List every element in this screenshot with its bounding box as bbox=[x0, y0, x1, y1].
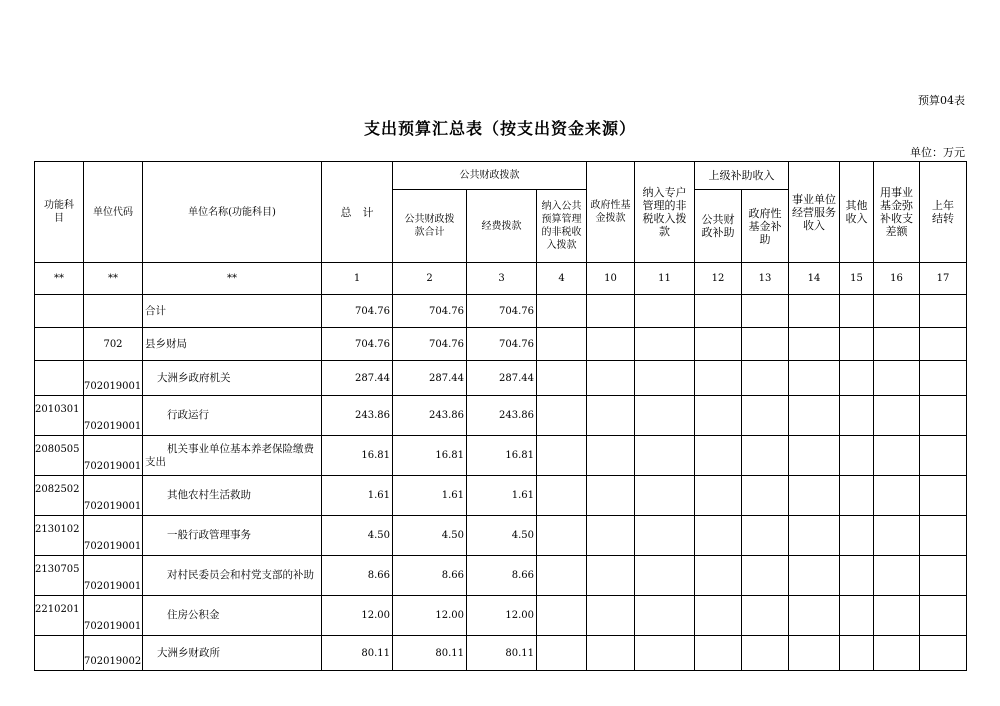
empty-cell bbox=[920, 396, 967, 436]
total-cell: 287.44 bbox=[322, 361, 393, 396]
func-code-cell: 2130102 bbox=[35, 516, 84, 556]
empty-cell bbox=[840, 556, 874, 596]
header-gov-fund: 政府性基金拨款 bbox=[587, 162, 635, 263]
public-fiscal-total-cell: 16.81 bbox=[393, 436, 467, 476]
empty-cell bbox=[635, 476, 695, 516]
header-fund-shortfall: 用事业基金弥补收支差额 bbox=[874, 162, 920, 263]
empty-cell bbox=[695, 596, 742, 636]
empty-cell bbox=[920, 476, 967, 516]
header-special-nontax: 纳入专户管理的非税收入拨款 bbox=[635, 162, 695, 263]
index-cell: 15 bbox=[840, 263, 874, 295]
empty-cell bbox=[587, 361, 635, 396]
empty-cell bbox=[635, 295, 695, 328]
table-row bbox=[35, 556, 967, 596]
empty-cell bbox=[537, 436, 587, 476]
empty-cell bbox=[742, 396, 789, 436]
empty-cell bbox=[789, 396, 840, 436]
empty-cell bbox=[874, 361, 920, 396]
empty-cell bbox=[695, 361, 742, 396]
empty-cell bbox=[635, 436, 695, 476]
unit-name-cell: 合计 bbox=[143, 295, 322, 328]
index-cell: 17 bbox=[920, 263, 967, 295]
empty-cell bbox=[537, 476, 587, 516]
index-cell: 4 bbox=[537, 263, 587, 295]
empty-cell bbox=[789, 328, 840, 361]
unit-name-cell: 大洲乡财政所 bbox=[143, 636, 322, 671]
empty-cell bbox=[789, 295, 840, 328]
header-unit-code: 单位代码 bbox=[84, 162, 143, 263]
empty-cell bbox=[789, 596, 840, 636]
empty-cell bbox=[537, 636, 587, 671]
index-cell: 14 bbox=[789, 263, 840, 295]
empty-cell bbox=[840, 436, 874, 476]
public-fiscal-total-cell: 8.66 bbox=[393, 556, 467, 596]
expense-cell: 1.61 bbox=[467, 476, 537, 516]
empty-cell bbox=[695, 476, 742, 516]
table-row bbox=[35, 636, 967, 671]
func-code-cell: 2210201 bbox=[35, 596, 84, 636]
empty-cell bbox=[874, 396, 920, 436]
table-row bbox=[35, 295, 967, 328]
empty-cell bbox=[537, 596, 587, 636]
empty-cell bbox=[874, 636, 920, 671]
empty-cell bbox=[874, 328, 920, 361]
unit-name-cell: 一般行政管理事务 bbox=[143, 516, 322, 556]
table-row bbox=[35, 361, 967, 396]
unit-name-text: 机关事业单位基本养老保险缴费支出 bbox=[145, 442, 314, 468]
expense-cell: 16.81 bbox=[467, 436, 537, 476]
empty-cell bbox=[587, 436, 635, 476]
empty-cell bbox=[742, 516, 789, 556]
expense-cell: 287.44 bbox=[467, 361, 537, 396]
empty-cell bbox=[840, 396, 874, 436]
page-title: 支出预算汇总表（按支出资金来源） bbox=[363, 119, 636, 138]
empty-cell bbox=[920, 436, 967, 476]
total-cell: 4.50 bbox=[322, 516, 393, 556]
empty-cell bbox=[742, 328, 789, 361]
index-cell: ** bbox=[84, 263, 143, 295]
unit-label: 单位：万元 bbox=[910, 146, 965, 159]
empty-cell bbox=[789, 636, 840, 671]
table-row bbox=[35, 328, 967, 361]
empty-cell bbox=[587, 328, 635, 361]
public-fiscal-total-cell: 4.50 bbox=[393, 516, 467, 556]
empty-cell bbox=[587, 516, 635, 556]
public-fiscal-total-cell: 12.00 bbox=[393, 596, 467, 636]
total-cell: 1.61 bbox=[322, 476, 393, 516]
index-cell: ** bbox=[143, 263, 322, 295]
func-code-cell: 2082502 bbox=[35, 476, 84, 516]
empty-cell bbox=[789, 436, 840, 476]
total-cell: 704.76 bbox=[322, 328, 393, 361]
func-code-cell bbox=[35, 295, 84, 328]
unit-code-cell bbox=[84, 295, 143, 328]
empty-cell bbox=[587, 636, 635, 671]
public-fiscal-total-cell: 287.44 bbox=[393, 361, 467, 396]
unit-code-cell: 702019001 bbox=[84, 596, 143, 636]
public-fiscal-total-cell: 1.61 bbox=[393, 476, 467, 516]
empty-cell bbox=[742, 476, 789, 516]
header-func-subject: 功能科目 bbox=[35, 162, 84, 263]
header-superior-subsidy: 上级补助收入 bbox=[695, 162, 789, 190]
index-cell: 3 bbox=[467, 263, 537, 295]
unit-name-cell: 大洲乡政府机关 bbox=[143, 361, 322, 396]
total-cell: 12.00 bbox=[322, 596, 393, 636]
empty-cell bbox=[840, 476, 874, 516]
unit-code-cell: 702019001 bbox=[84, 396, 143, 436]
empty-cell bbox=[920, 516, 967, 556]
unit-name-cell: 住房公积金 bbox=[143, 596, 322, 636]
unit-name-text: 对村民委员会和村党支部的补助 bbox=[167, 569, 314, 581]
empty-cell bbox=[742, 436, 789, 476]
func-code-cell: 2080505 bbox=[35, 436, 84, 476]
unit-code-cell: 702 bbox=[84, 328, 143, 361]
index-cell: ** bbox=[35, 263, 84, 295]
header-public-fiscal: 公共财政拨款 bbox=[393, 162, 587, 190]
empty-cell bbox=[587, 295, 635, 328]
empty-cell bbox=[537, 361, 587, 396]
empty-cell bbox=[742, 295, 789, 328]
empty-cell bbox=[920, 295, 967, 328]
empty-cell bbox=[840, 636, 874, 671]
empty-cell bbox=[874, 596, 920, 636]
index-cell: 16 bbox=[874, 263, 920, 295]
table-row bbox=[35, 516, 967, 556]
empty-cell bbox=[695, 396, 742, 436]
func-code-cell bbox=[35, 361, 84, 396]
index-cell: 1 bbox=[322, 263, 393, 295]
empty-cell bbox=[840, 328, 874, 361]
header-public-fiscal-subsidy: 公共财政补助 bbox=[695, 190, 742, 263]
expense-cell: 12.00 bbox=[467, 596, 537, 636]
empty-cell bbox=[874, 556, 920, 596]
expense-cell: 704.76 bbox=[467, 295, 537, 328]
header-budget-managed-nontax: 纳入公共预算管理的非税收入拨款 bbox=[537, 190, 587, 263]
empty-cell bbox=[537, 328, 587, 361]
empty-cell bbox=[587, 396, 635, 436]
empty-cell bbox=[874, 436, 920, 476]
empty-cell bbox=[920, 328, 967, 361]
expense-cell: 80.11 bbox=[467, 636, 537, 671]
unit-name-cell: 县乡财局 bbox=[143, 328, 322, 361]
empty-cell bbox=[635, 596, 695, 636]
table-row bbox=[35, 476, 967, 516]
form-number: 预算04表 bbox=[918, 94, 965, 107]
empty-cell bbox=[695, 636, 742, 671]
unit-name-cell: 行政运行 bbox=[143, 396, 322, 436]
index-row bbox=[35, 263, 967, 295]
header-other-income: 其他收入 bbox=[840, 162, 874, 263]
empty-cell bbox=[840, 596, 874, 636]
header-public-fiscal-total: 公共财政拨款合计 bbox=[393, 190, 467, 263]
index-cell: 12 bbox=[695, 263, 742, 295]
header-gov-fund-subsidy: 政府性基金补助 bbox=[742, 190, 789, 263]
empty-cell bbox=[742, 636, 789, 671]
empty-cell bbox=[920, 636, 967, 671]
empty-cell bbox=[537, 396, 587, 436]
public-fiscal-total-cell: 80.11 bbox=[393, 636, 467, 671]
empty-cell bbox=[635, 328, 695, 361]
index-cell: 2 bbox=[393, 263, 467, 295]
empty-cell bbox=[920, 361, 967, 396]
empty-cell bbox=[840, 295, 874, 328]
empty-cell bbox=[587, 596, 635, 636]
empty-cell bbox=[695, 295, 742, 328]
empty-cell bbox=[742, 361, 789, 396]
unit-code-cell: 702019001 bbox=[84, 556, 143, 596]
empty-cell bbox=[587, 556, 635, 596]
func-code-cell: 2130705 bbox=[35, 556, 84, 596]
empty-cell bbox=[789, 361, 840, 396]
empty-cell bbox=[789, 556, 840, 596]
header-carryover: 上年结转 bbox=[920, 162, 967, 263]
expense-cell: 4.50 bbox=[467, 516, 537, 556]
empty-cell bbox=[635, 361, 695, 396]
empty-cell bbox=[742, 556, 789, 596]
total-cell: 16.81 bbox=[322, 436, 393, 476]
empty-cell bbox=[874, 295, 920, 328]
header-expense-appropriation: 经费拨款 bbox=[467, 190, 537, 263]
public-fiscal-total-cell: 704.76 bbox=[393, 328, 467, 361]
func-code-cell bbox=[35, 328, 84, 361]
empty-cell bbox=[695, 556, 742, 596]
func-code-cell: 2010301 bbox=[35, 396, 84, 436]
unit-name-cell: 其他农村生活救助 bbox=[143, 476, 322, 516]
empty-cell bbox=[920, 556, 967, 596]
empty-cell bbox=[695, 516, 742, 556]
header-business-income: 事业单位经营服务收入 bbox=[789, 162, 840, 263]
public-fiscal-total-cell: 704.76 bbox=[393, 295, 467, 328]
unit-code-cell: 702019001 bbox=[84, 476, 143, 516]
header-total: 总 计 bbox=[322, 162, 393, 263]
empty-cell bbox=[874, 516, 920, 556]
unit-code-cell: 702019001 bbox=[84, 516, 143, 556]
empty-cell bbox=[537, 556, 587, 596]
empty-cell bbox=[537, 516, 587, 556]
unit-code-cell: 702019001 bbox=[84, 361, 143, 396]
unit-code-cell: 702019002 bbox=[84, 636, 143, 671]
expense-cell: 243.86 bbox=[467, 396, 537, 436]
empty-cell bbox=[742, 596, 789, 636]
table-row bbox=[35, 396, 967, 436]
empty-cell bbox=[635, 556, 695, 596]
table-row bbox=[35, 436, 967, 476]
unit-name-cell bbox=[143, 556, 322, 596]
empty-cell bbox=[920, 596, 967, 636]
unit-code-cell: 702019001 bbox=[84, 436, 143, 476]
empty-cell bbox=[537, 295, 587, 328]
empty-cell bbox=[635, 636, 695, 671]
empty-cell bbox=[635, 516, 695, 556]
empty-cell bbox=[587, 476, 635, 516]
expense-cell: 704.76 bbox=[467, 328, 537, 361]
empty-cell bbox=[635, 396, 695, 436]
expense-cell: 8.66 bbox=[467, 556, 537, 596]
empty-cell bbox=[789, 516, 840, 556]
empty-cell bbox=[695, 436, 742, 476]
index-cell: 11 bbox=[635, 263, 695, 295]
total-cell: 704.76 bbox=[322, 295, 393, 328]
table-row bbox=[35, 596, 967, 636]
public-fiscal-total-cell: 243.86 bbox=[393, 396, 467, 436]
empty-cell bbox=[695, 328, 742, 361]
empty-cell bbox=[840, 516, 874, 556]
func-code-cell bbox=[35, 636, 84, 671]
empty-cell bbox=[840, 361, 874, 396]
index-cell: 10 bbox=[587, 263, 635, 295]
empty-cell bbox=[874, 476, 920, 516]
total-cell: 8.66 bbox=[322, 556, 393, 596]
empty-cell bbox=[789, 476, 840, 516]
total-cell: 80.11 bbox=[322, 636, 393, 671]
header-unit-name: 单位名称(功能科目) bbox=[143, 162, 322, 263]
unit-name-cell bbox=[143, 436, 322, 476]
index-cell: 13 bbox=[742, 263, 789, 295]
budget-table bbox=[34, 161, 967, 671]
total-cell: 243.86 bbox=[322, 396, 393, 436]
